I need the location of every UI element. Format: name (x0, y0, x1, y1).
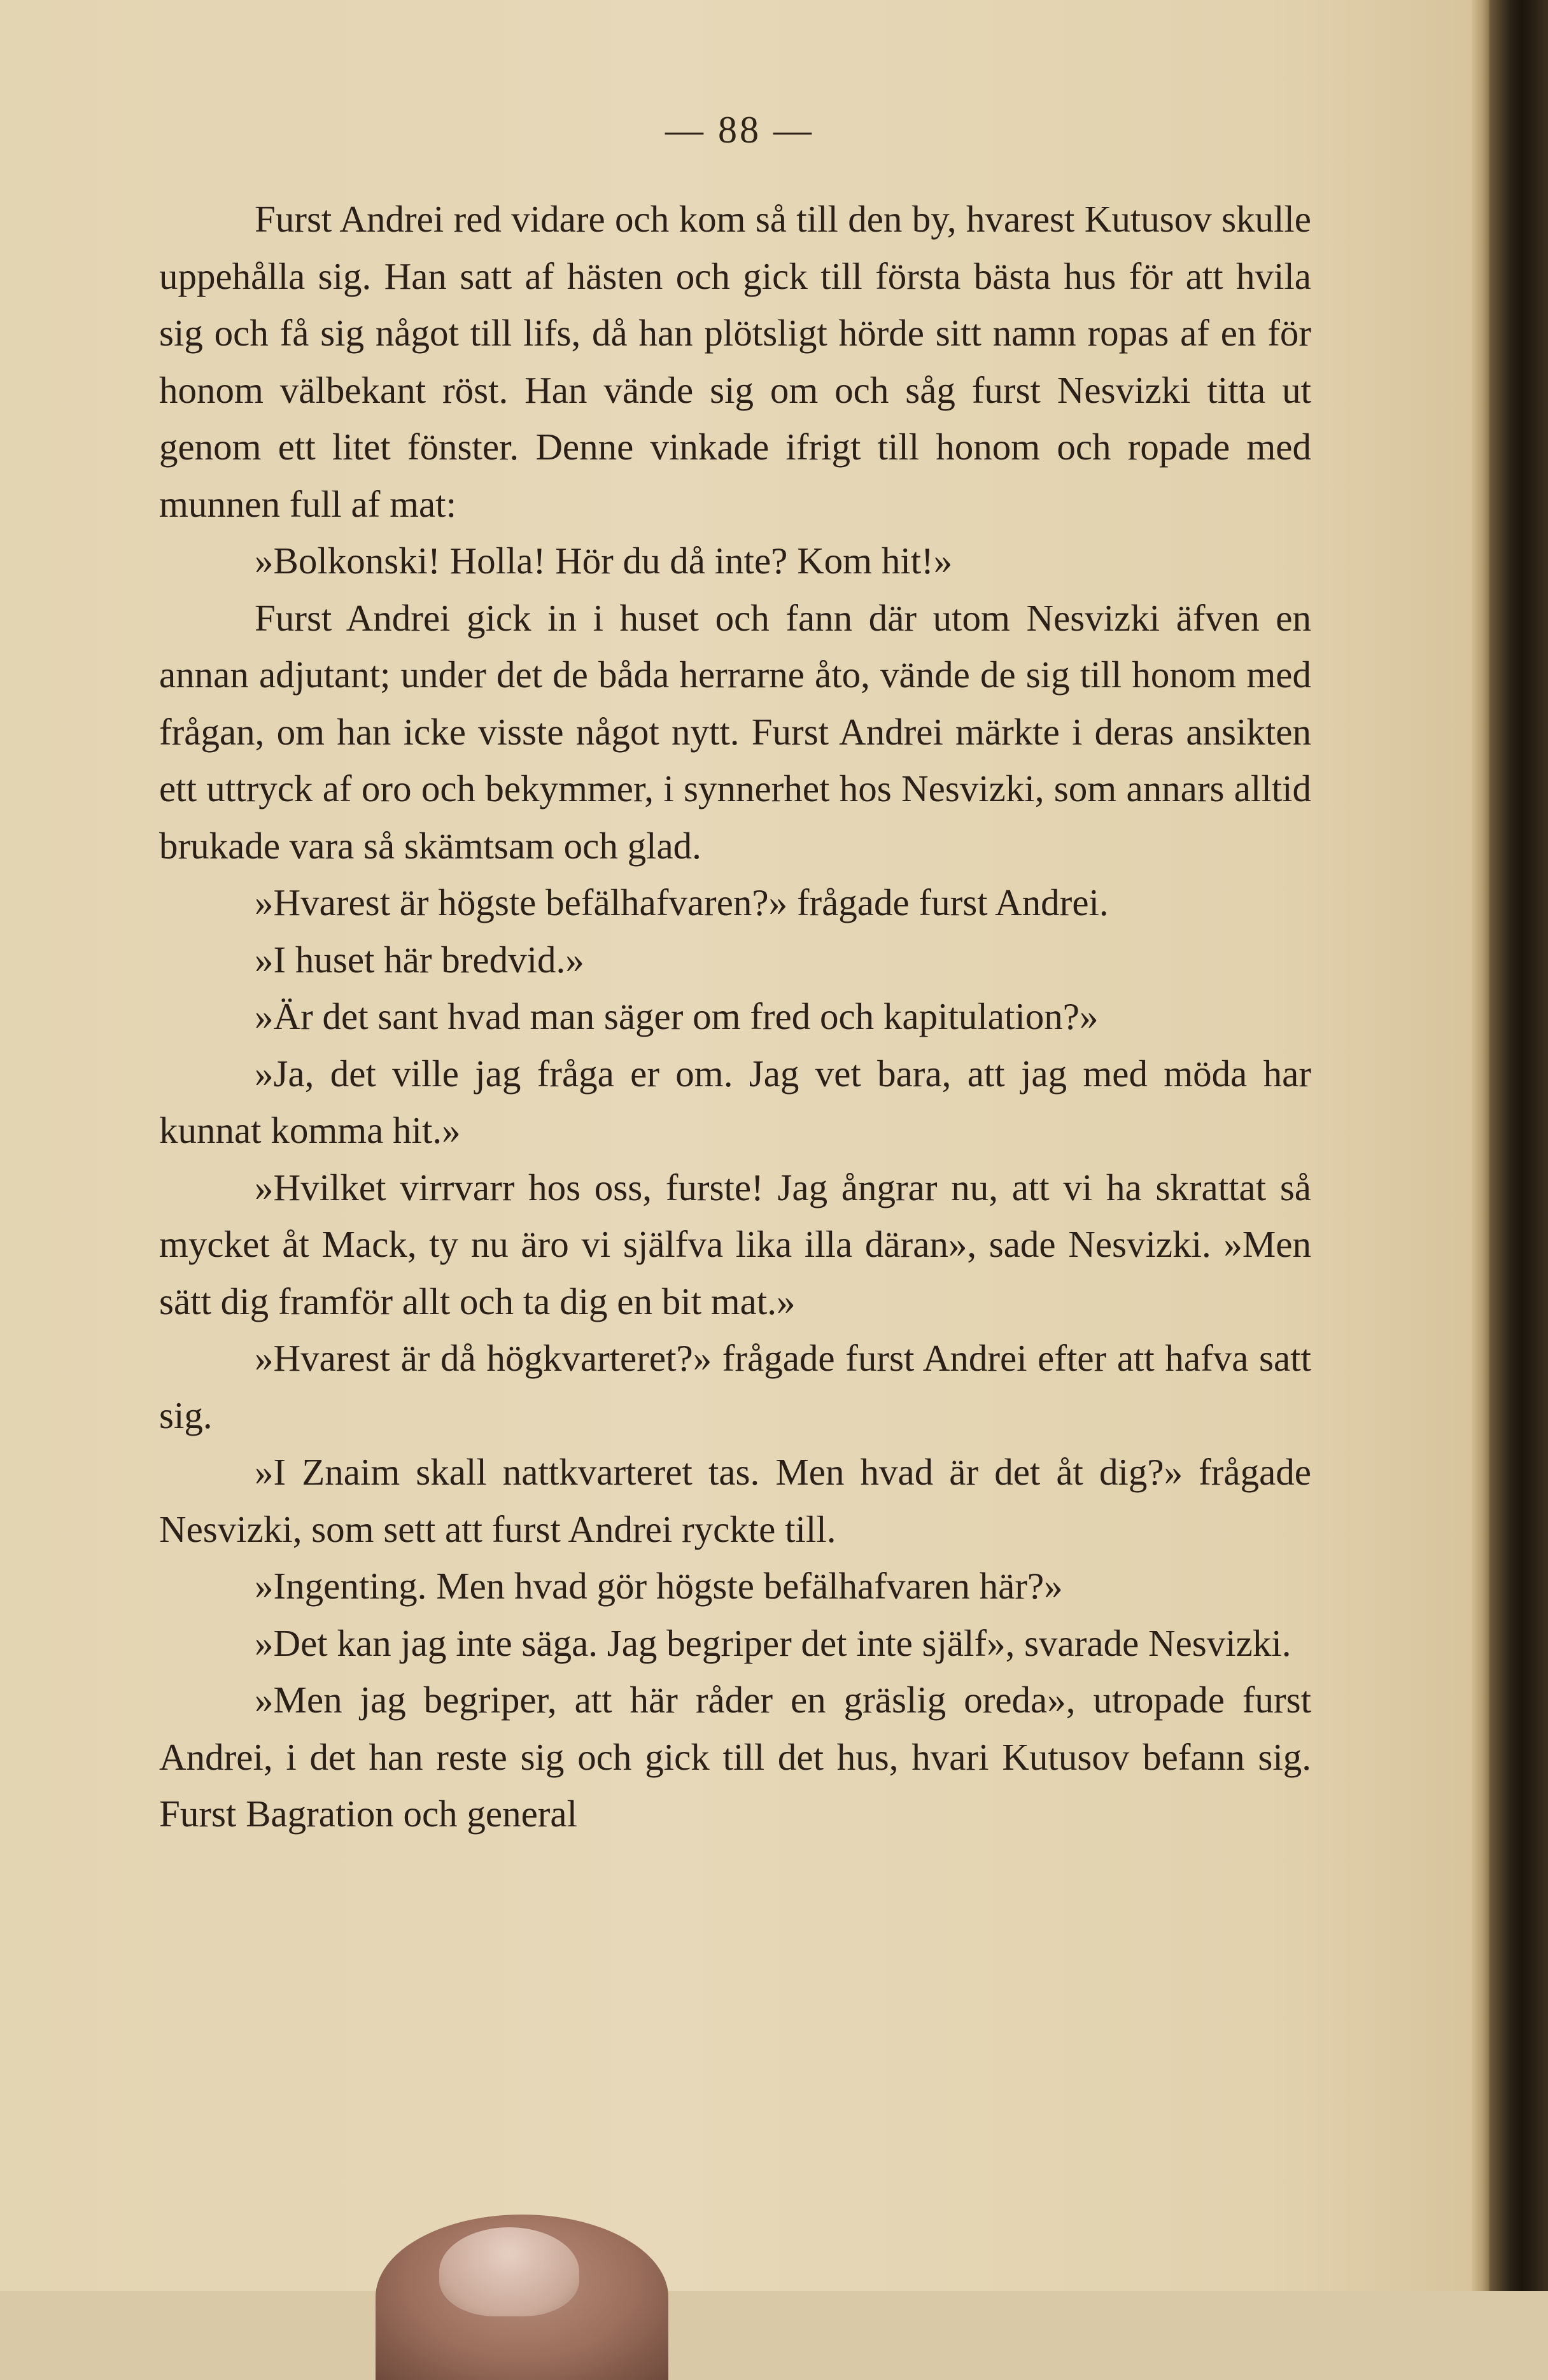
paragraph-8: »Hvilket virrvarr hos oss, furste! Jag ångrar nu, att vi ha skrattat så mycket åt Mack, ty nu äro vi själfva lika illa däran», sade Nesvizki. »Men sätt dig framför allt och ta dig en bit mat.» (159, 1166, 1311, 1322)
paragraph-12: »Det kan jag inte säga. Jag begriper det inte själf», svarade Nesvizki. (255, 1621, 1291, 1664)
page-number: — 88 — (665, 109, 814, 151)
paragraph-1: Furst Andrei red vidare och kom så till den by, hvarest Kutusov skulle uppehålla sig. Han satt af hästen och gick till första bästa hus för att hvila sig och få sig något till lifs, då han plötsligt hörde sitt namn ropas af en för honom välbekant röst. Han vände sig om och såg furst Nesvizki titta ut genom ett litet fönster. Denne vinkade ifrigt till honom och ropade med munnen full af mat: (159, 198, 1311, 525)
paragraph-5: »I huset här bredvid.» (255, 938, 584, 981)
book-spine (1489, 0, 1548, 2291)
paragraph-3: Furst Andrei gick in i huset och fann där utom Nesvizki äfven en annan adjutant; under det de båda herrarne åto, vände de sig till honom med frågan, om han icke visste något nytt. Furst Andrei märkte i deras ansikten ett uttryck af oro och bekymmer, i synnerhet hos Nesvizki, som annars alltid brukade vara så skämtsam och glad. (159, 596, 1311, 867)
paragraph-9: »Hvarest är då högkvarteret?» frågade furst Andrei efter att hafva satt sig. (159, 1337, 1311, 1436)
page-edge (1472, 0, 1489, 2291)
paragraph-2: »Bolkonski! Holla! Hör du då inte? Kom hit!» (255, 540, 953, 582)
paragraph-13: »Men jag begriper, att här råder en gräslig oreda», utropade furst Andrei, i det han reste sig och gick till det hus, hvari Kutusov befann sig. Furst Bagration och general (159, 1679, 1311, 1835)
paragraph-6: »Är det sant hvad man säger om fred och kapitulation?» (255, 995, 1099, 1037)
thumb-nail (439, 2227, 579, 2316)
paragraph-11: »Ingenting. Men hvad gör högste befälhafvaren här?» (255, 1565, 1063, 1607)
paragraph-10: »I Znaim skall nattkvarteret tas. Men hvad är det åt dig?» frågade Nesvizki, som sett att furst Andrei ryckte till. (159, 1451, 1311, 1550)
paragraph-4: »Hvarest är högste befälhafvaren?» frågade furst Andrei. (255, 881, 1109, 923)
body-text (159, 191, 1311, 1843)
paragraph-7: »Ja, det ville jag fråga er om. Jag vet bara, att jag med möda har kunnat komma hit.» (159, 1052, 1311, 1151)
